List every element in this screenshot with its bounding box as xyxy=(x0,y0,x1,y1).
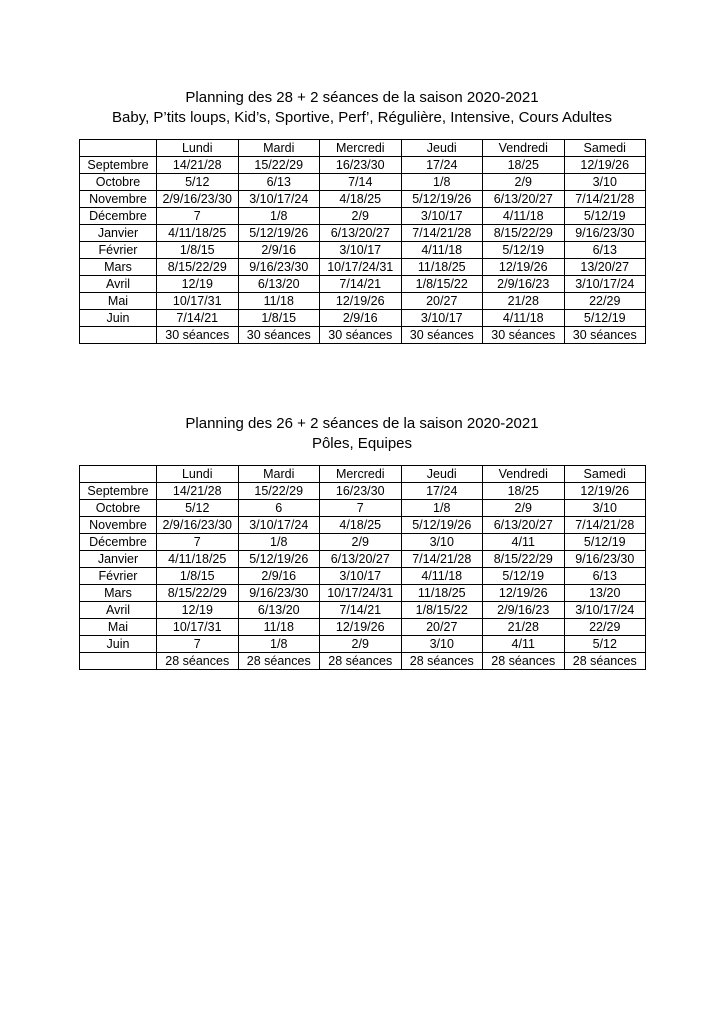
dates-cell: 2/9/16 xyxy=(320,310,402,327)
dates-cell: 7/14/21 xyxy=(157,310,239,327)
dates-cell: 12/19/26 xyxy=(320,619,402,636)
month-cell: Décembre xyxy=(80,208,157,225)
table-row xyxy=(80,653,646,670)
table-row xyxy=(80,208,646,225)
header-cell: Lundi xyxy=(157,140,239,157)
dates-cell: 18/25 xyxy=(483,483,565,500)
table-header-row xyxy=(80,140,646,157)
table-row xyxy=(80,259,646,276)
month-cell: Septembre xyxy=(80,157,157,174)
dates-cell: 30 séances xyxy=(483,327,565,344)
dates-cell: 8/15/22/29 xyxy=(157,259,239,276)
header-cell: Vendredi xyxy=(483,466,565,483)
dates-cell: 6/13/20/27 xyxy=(483,517,565,534)
dates-cell: 6 xyxy=(238,500,320,517)
dates-cell: 21/28 xyxy=(483,619,565,636)
dates-cell: 12/19 xyxy=(157,276,239,293)
month-cell xyxy=(80,653,157,670)
schedule-table xyxy=(79,139,646,344)
dates-cell: 28 séances xyxy=(320,653,402,670)
dates-cell: 7/14/21/28 xyxy=(564,191,646,208)
table-row xyxy=(80,293,646,310)
table-row xyxy=(80,327,646,344)
month-cell: Novembre xyxy=(80,191,157,208)
dates-cell: 30 séances xyxy=(401,327,483,344)
dates-cell: 7 xyxy=(157,636,239,653)
dates-cell: 4/11/18/25 xyxy=(157,225,239,242)
title-line-2: Baby, P’tits loups, Kid’s, Sportive, Perf’, Régulière, Intensive, Cours Adultes xyxy=(112,109,612,126)
dates-cell: 22/29 xyxy=(564,293,646,310)
header-corner-cell xyxy=(80,466,157,483)
month-cell: Juin xyxy=(80,310,157,327)
dates-cell: 5/12/19/26 xyxy=(238,551,320,568)
dates-cell: 12/19/26 xyxy=(564,157,646,174)
dates-cell: 11/18 xyxy=(238,293,320,310)
dates-cell: 5/12/19 xyxy=(564,310,646,327)
month-cell xyxy=(80,327,157,344)
dates-cell: 4/11/18 xyxy=(401,568,483,585)
dates-cell: 11/18 xyxy=(238,619,320,636)
dates-cell: 28 séances xyxy=(564,653,646,670)
month-cell: Septembre xyxy=(80,483,157,500)
month-cell: Avril xyxy=(80,602,157,619)
table-row xyxy=(80,585,646,602)
table-row xyxy=(80,483,646,500)
dates-cell: 30 séances xyxy=(157,327,239,344)
table-row xyxy=(80,157,646,174)
dates-cell: 4/11 xyxy=(483,534,565,551)
table-row xyxy=(80,636,646,653)
dates-cell: 13/20 xyxy=(564,585,646,602)
dates-cell: 6/13 xyxy=(564,568,646,585)
dates-cell: 10/17/31 xyxy=(157,293,239,310)
month-cell: Mars xyxy=(80,259,157,276)
dates-cell: 15/22/29 xyxy=(238,157,320,174)
dates-cell: 28 séances xyxy=(401,653,483,670)
month-cell: Décembre xyxy=(80,534,157,551)
dates-cell: 18/25 xyxy=(483,157,565,174)
dates-cell: 3/10/17 xyxy=(320,242,402,259)
dates-cell: 4/11/18 xyxy=(483,208,565,225)
dates-cell: 5/12 xyxy=(157,174,239,191)
dates-cell: 5/12 xyxy=(157,500,239,517)
section-title xyxy=(79,88,645,128)
dates-cell: 2/9 xyxy=(483,500,565,517)
table-row xyxy=(80,310,646,327)
dates-cell: 3/10/17/24 xyxy=(238,191,320,208)
dates-cell: 7/14/21 xyxy=(320,276,402,293)
dates-cell: 6/13/20 xyxy=(238,602,320,619)
section-title xyxy=(79,414,645,454)
dates-cell: 17/24 xyxy=(401,157,483,174)
dates-cell: 21/28 xyxy=(483,293,565,310)
dates-cell: 12/19/26 xyxy=(483,585,565,602)
header-cell: Vendredi xyxy=(483,140,565,157)
dates-cell: 8/15/22/29 xyxy=(483,551,565,568)
dates-cell: 1/8 xyxy=(238,636,320,653)
table-row xyxy=(80,500,646,517)
dates-cell: 3/10/17 xyxy=(320,568,402,585)
header-cell: Mardi xyxy=(238,140,320,157)
dates-cell: 1/8/15 xyxy=(238,310,320,327)
dates-cell: 2/9/16/23/30 xyxy=(157,191,239,208)
dates-cell: 14/21/28 xyxy=(157,483,239,500)
table-row xyxy=(80,534,646,551)
dates-cell: 28 séances xyxy=(483,653,565,670)
title-line-1: Planning des 28 + 2 séances de la saison 2020-2021 xyxy=(185,89,539,106)
dates-cell: 7/14/21/28 xyxy=(401,225,483,242)
dates-cell: 10/17/31 xyxy=(157,619,239,636)
dates-cell: 7/14/21 xyxy=(320,602,402,619)
dates-cell: 4/11 xyxy=(483,636,565,653)
dates-cell: 1/8/15 xyxy=(157,568,239,585)
dates-cell: 12/19/26 xyxy=(483,259,565,276)
dates-cell: 2/9/16/23 xyxy=(483,276,565,293)
month-cell: Mai xyxy=(80,293,157,310)
dates-cell: 4/11/18 xyxy=(483,310,565,327)
month-cell: Février xyxy=(80,242,157,259)
dates-cell: 1/8/15 xyxy=(157,242,239,259)
dates-cell: 7 xyxy=(157,208,239,225)
table-row xyxy=(80,242,646,259)
dates-cell: 10/17/24/31 xyxy=(320,259,402,276)
month-cell: Janvier xyxy=(80,225,157,242)
dates-cell: 9/16/23/30 xyxy=(238,259,320,276)
dates-cell: 15/22/29 xyxy=(238,483,320,500)
dates-cell: 6/13 xyxy=(564,242,646,259)
table-row xyxy=(80,276,646,293)
dates-cell: 14/21/28 xyxy=(157,157,239,174)
header-cell: Samedi xyxy=(564,140,646,157)
dates-cell: 30 séances xyxy=(238,327,320,344)
dates-cell: 3/10/17/24 xyxy=(564,602,646,619)
header-cell: Lundi xyxy=(157,466,239,483)
dates-cell: 5/12/19/26 xyxy=(401,191,483,208)
header-cell: Mercredi xyxy=(320,466,402,483)
table-row xyxy=(80,174,646,191)
dates-cell: 3/10 xyxy=(564,174,646,191)
dates-cell: 3/10/17 xyxy=(401,310,483,327)
table-row xyxy=(80,602,646,619)
dates-cell: 5/12/19 xyxy=(564,208,646,225)
table-header-row xyxy=(80,466,646,483)
dates-cell: 9/16/23/30 xyxy=(564,551,646,568)
table-row xyxy=(80,568,646,585)
dates-cell: 10/17/24/31 xyxy=(320,585,402,602)
dates-cell: 8/15/22/29 xyxy=(157,585,239,602)
dates-cell: 2/9/16/23/30 xyxy=(157,517,239,534)
dates-cell: 30 séances xyxy=(564,327,646,344)
dates-cell: 30 séances xyxy=(320,327,402,344)
dates-cell: 6/13/20 xyxy=(238,276,320,293)
dates-cell: 9/16/23/30 xyxy=(564,225,646,242)
dates-cell: 1/8 xyxy=(401,500,483,517)
schedule-section-1 xyxy=(79,88,645,344)
header-cell: Samedi xyxy=(564,466,646,483)
dates-cell: 4/11/18 xyxy=(401,242,483,259)
dates-cell: 1/8/15/22 xyxy=(401,276,483,293)
table-row xyxy=(80,517,646,534)
dates-cell: 3/10/17 xyxy=(401,208,483,225)
dates-cell: 28 séances xyxy=(238,653,320,670)
dates-cell: 12/19/26 xyxy=(320,293,402,310)
dates-cell: 3/10/17/24 xyxy=(238,517,320,534)
dates-cell: 2/9/16 xyxy=(238,242,320,259)
dates-cell: 7 xyxy=(320,500,402,517)
month-cell: Février xyxy=(80,568,157,585)
schedule-table xyxy=(79,465,646,670)
dates-cell: 5/12/19/26 xyxy=(401,517,483,534)
dates-cell: 13/20/27 xyxy=(564,259,646,276)
dates-cell: 2/9 xyxy=(320,534,402,551)
dates-cell: 2/9 xyxy=(483,174,565,191)
dates-cell: 20/27 xyxy=(401,293,483,310)
month-cell: Novembre xyxy=(80,517,157,534)
dates-cell: 3/10 xyxy=(401,636,483,653)
title-line-2: Pôles, Equipes xyxy=(311,435,413,452)
dates-cell: 2/9/16/23 xyxy=(483,602,565,619)
header-cell: Jeudi xyxy=(401,140,483,157)
dates-cell: 4/18/25 xyxy=(320,191,402,208)
dates-cell: 11/18/25 xyxy=(401,585,483,602)
month-cell: Avril xyxy=(80,276,157,293)
dates-cell: 5/12 xyxy=(564,636,646,653)
dates-cell: 1/8 xyxy=(238,208,320,225)
dates-cell: 16/23/30 xyxy=(320,157,402,174)
dates-cell: 5/12/19 xyxy=(483,568,565,585)
dates-cell: 9/16/23/30 xyxy=(238,585,320,602)
dates-cell: 2/9 xyxy=(320,208,402,225)
header-cell: Mercredi xyxy=(320,140,402,157)
table-row xyxy=(80,619,646,636)
month-cell: Juin xyxy=(80,636,157,653)
title-line-1: Planning des 26 + 2 séances de la saison 2020-2021 xyxy=(185,415,539,432)
header-corner-cell xyxy=(80,140,157,157)
header-cell: Mardi xyxy=(238,466,320,483)
schedule-section-2 xyxy=(79,414,645,670)
dates-cell: 5/12/19/26 xyxy=(238,225,320,242)
dates-cell: 1/8 xyxy=(238,534,320,551)
dates-cell: 7/14 xyxy=(320,174,402,191)
month-cell: Octobre xyxy=(80,500,157,517)
table-row xyxy=(80,551,646,568)
dates-cell: 4/18/25 xyxy=(320,517,402,534)
dates-cell: 7/14/21/28 xyxy=(401,551,483,568)
dates-cell: 3/10 xyxy=(401,534,483,551)
dates-cell: 1/8/15/22 xyxy=(401,602,483,619)
dates-cell: 5/12/19 xyxy=(483,242,565,259)
dates-cell: 6/13/20/27 xyxy=(320,551,402,568)
dates-cell: 11/18/25 xyxy=(401,259,483,276)
dates-cell: 6/13 xyxy=(238,174,320,191)
dates-cell: 20/27 xyxy=(401,619,483,636)
dates-cell: 12/19 xyxy=(157,602,239,619)
dates-cell: 28 séances xyxy=(157,653,239,670)
dates-cell: 8/15/22/29 xyxy=(483,225,565,242)
dates-cell: 1/8 xyxy=(401,174,483,191)
dates-cell: 7/14/21/28 xyxy=(564,517,646,534)
table-row xyxy=(80,191,646,208)
dates-cell: 12/19/26 xyxy=(564,483,646,500)
month-cell: Mai xyxy=(80,619,157,636)
dates-cell: 5/12/19 xyxy=(564,534,646,551)
dates-cell: 3/10 xyxy=(564,500,646,517)
dates-cell: 6/13/20/27 xyxy=(320,225,402,242)
dates-cell: 3/10/17/24 xyxy=(564,276,646,293)
header-cell: Jeudi xyxy=(401,466,483,483)
dates-cell: 16/23/30 xyxy=(320,483,402,500)
month-cell: Octobre xyxy=(80,174,157,191)
dates-cell: 22/29 xyxy=(564,619,646,636)
month-cell: Mars xyxy=(80,585,157,602)
dates-cell: 4/11/18/25 xyxy=(157,551,239,568)
dates-cell: 6/13/20/27 xyxy=(483,191,565,208)
dates-cell: 7 xyxy=(157,534,239,551)
dates-cell: 17/24 xyxy=(401,483,483,500)
table-row xyxy=(80,225,646,242)
dates-cell: 2/9 xyxy=(320,636,402,653)
dates-cell: 2/9/16 xyxy=(238,568,320,585)
month-cell: Janvier xyxy=(80,551,157,568)
